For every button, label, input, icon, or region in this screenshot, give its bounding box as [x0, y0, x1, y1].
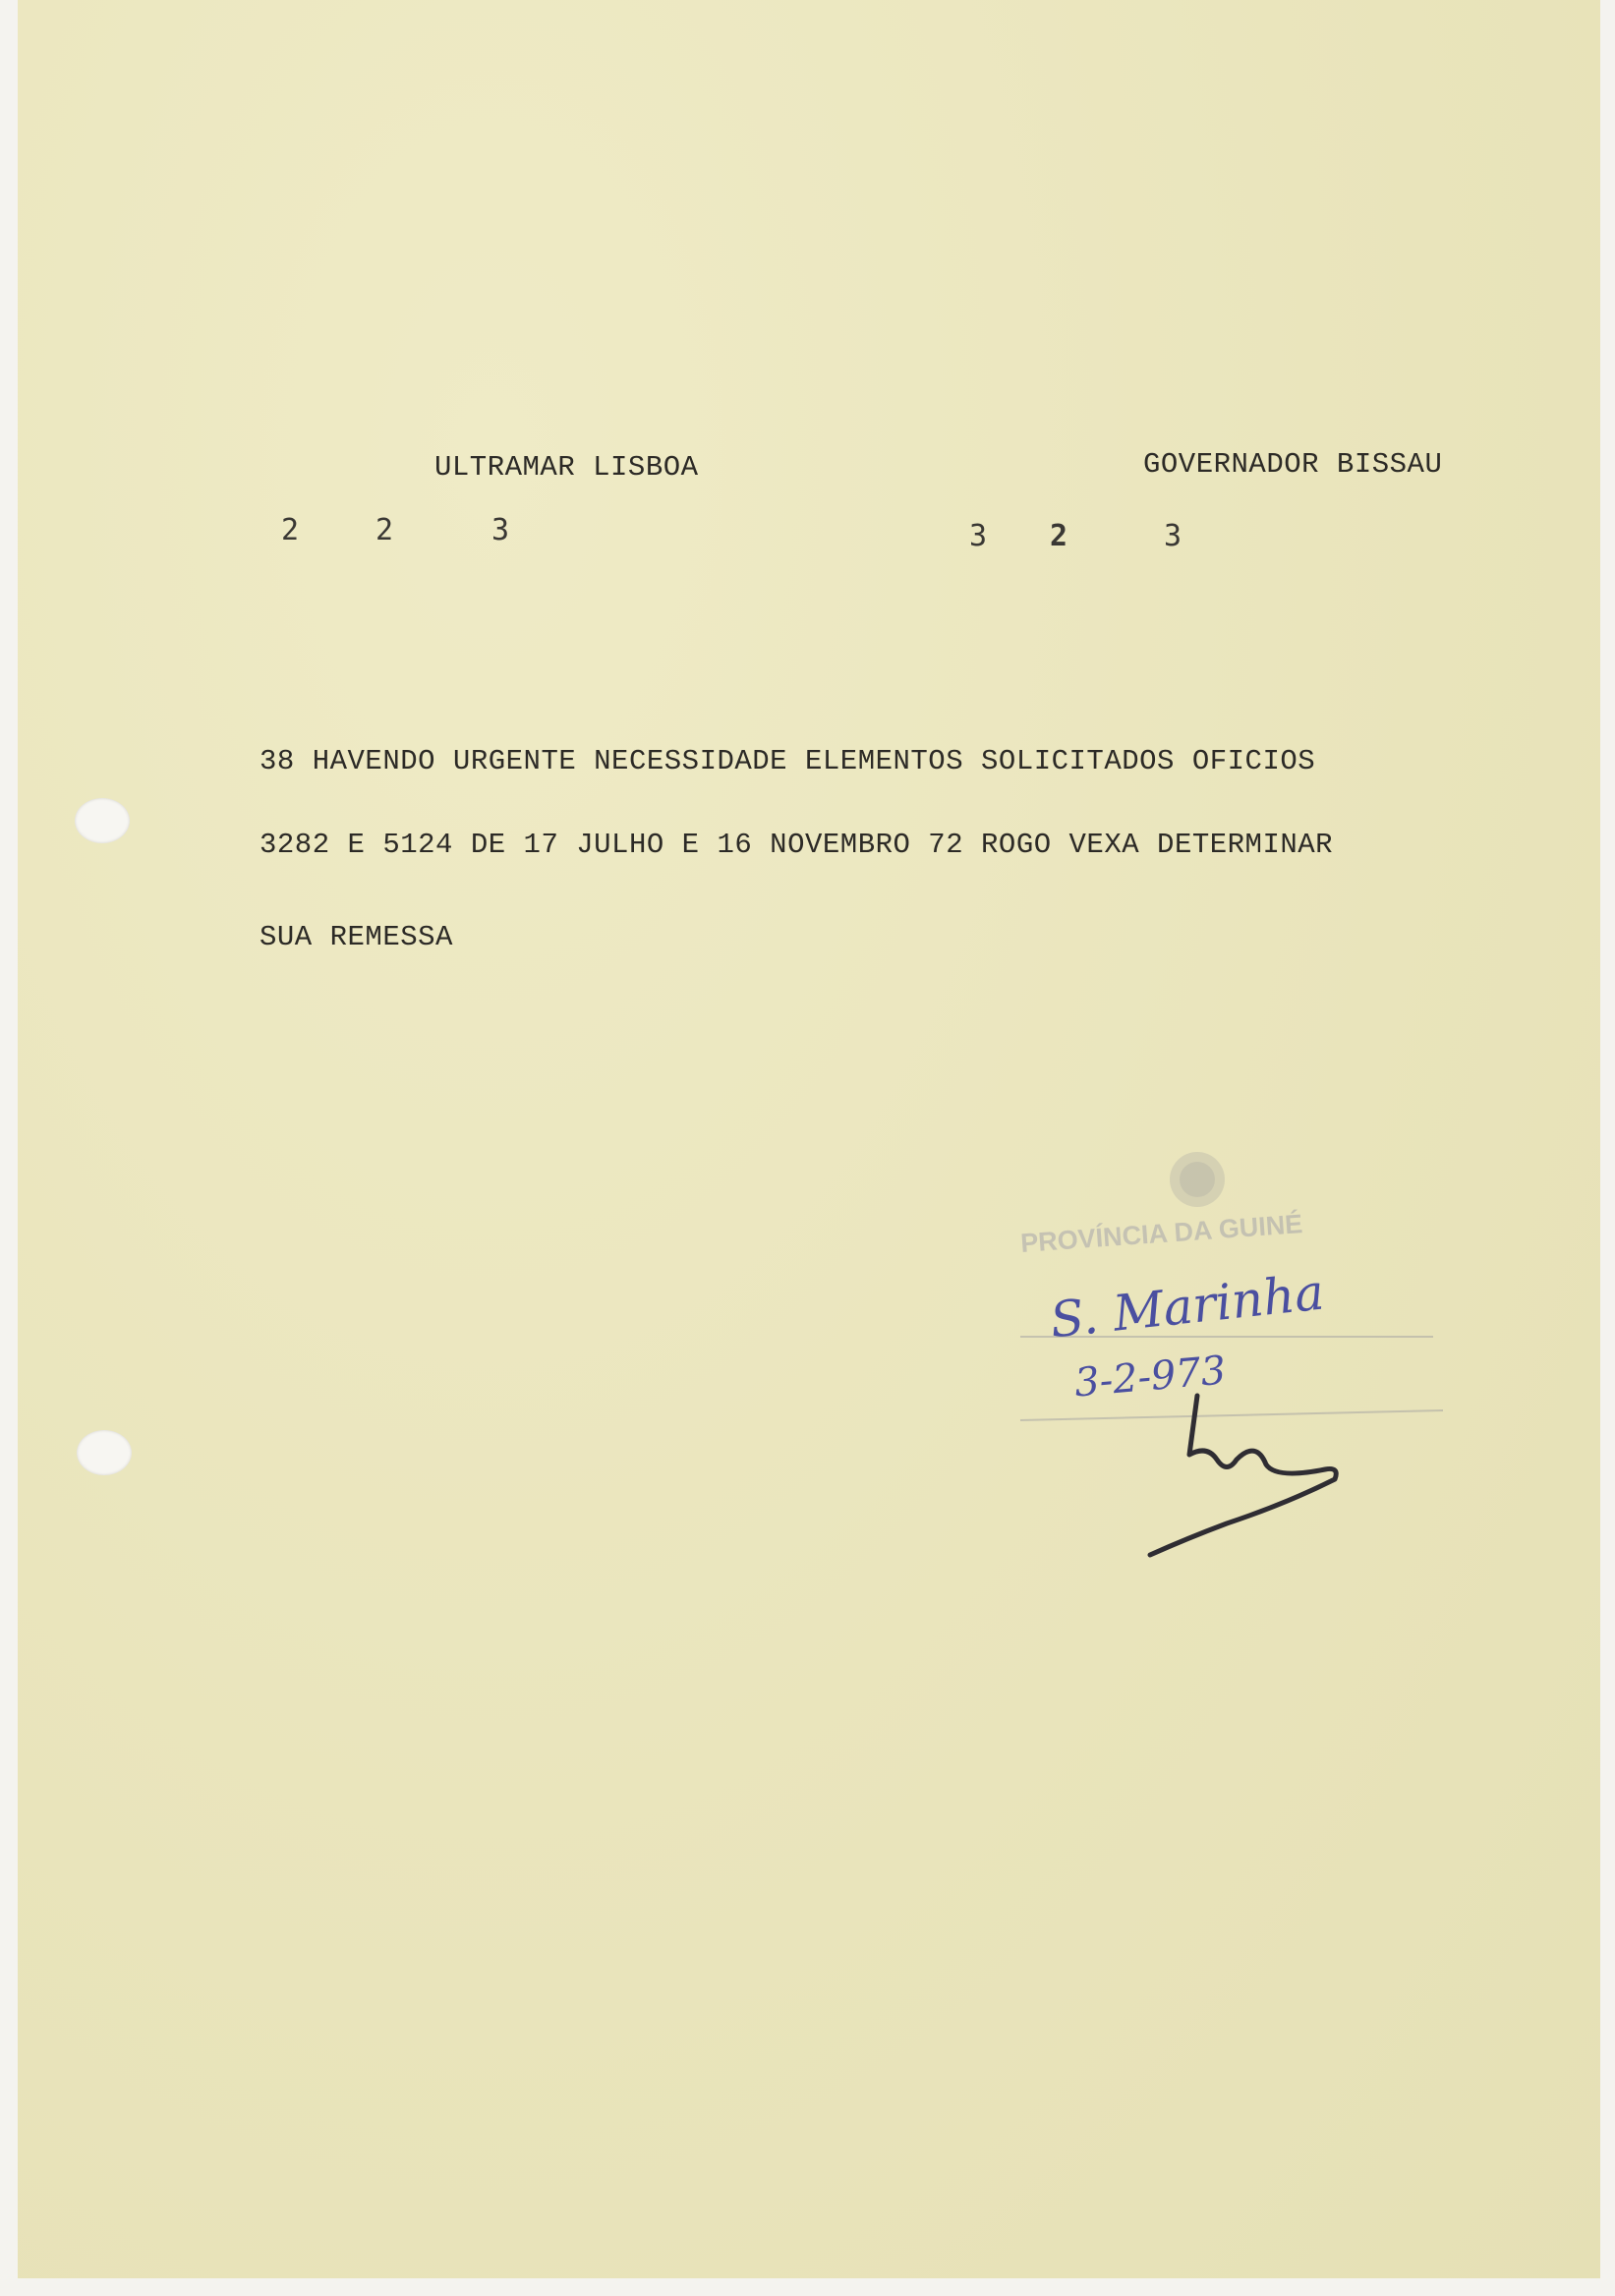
punch-hole-top — [75, 798, 130, 843]
recipient-number-1: 3 — [969, 519, 988, 553]
message-line-1: 38 HAVENDO URGENTE NECESSIDADE ELEMENTOS SOLICITADOS OFICIOS — [260, 745, 1316, 777]
document-sheet — [18, 0, 1600, 2278]
sender-number-2: 2 — [375, 513, 394, 547]
recipient-label: GOVERNADOR BISSAU — [1143, 448, 1443, 481]
sender-label: ULTRAMAR LISBOA — [434, 451, 699, 484]
handwritten-signature: S. Marinha — [1047, 1263, 1327, 1349]
handwritten-date: 3-2-973 — [1072, 1348, 1228, 1406]
message-line-3: SUA REMESSA — [260, 921, 453, 953]
recipient-number-2: 2 — [1050, 519, 1068, 553]
punch-hole-bottom — [77, 1430, 132, 1475]
sender-number-1: 2 — [281, 513, 300, 547]
sender-number-3: 3 — [491, 513, 510, 547]
message-line-2: 3282 E 5124 DE 17 JULHO E 16 NOVEMBRO 72 ROGO VEXA DETERMINAR — [260, 829, 1334, 861]
stamp-emblem — [1138, 1140, 1256, 1219]
initials-scribble — [1128, 1386, 1384, 1563]
stamp-province: PROVÍNCIA DA GUINÉ — [1019, 1209, 1304, 1258]
recipient-number-3: 3 — [1164, 519, 1182, 553]
